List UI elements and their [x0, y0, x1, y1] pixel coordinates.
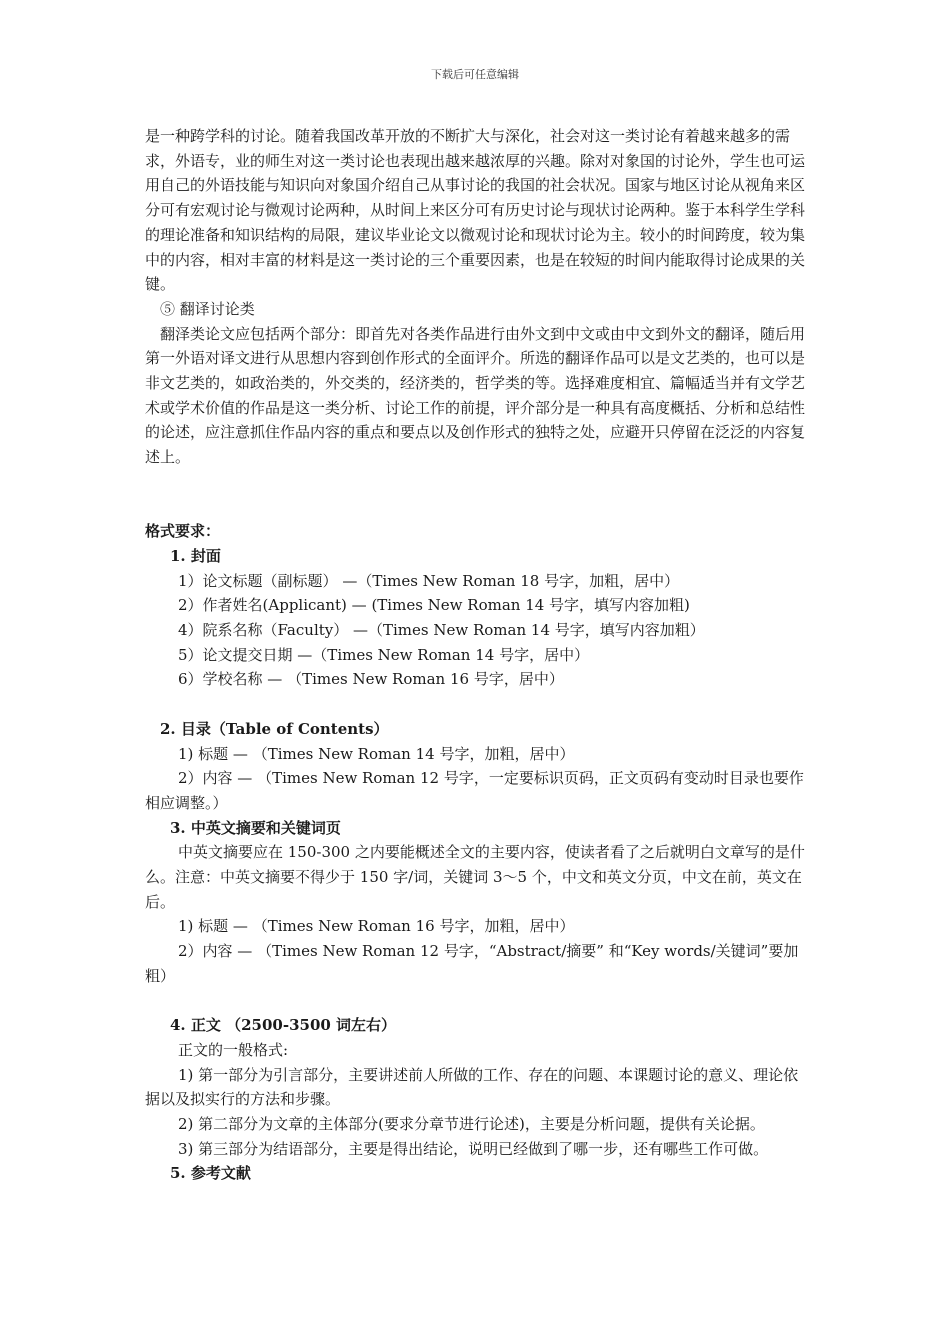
section-abstract-title: 3. 中英文摘要和关键词页: [170, 818, 341, 837]
cover-item: 1）论文标题（副标题） —（Times New Roman 18 号字，加粗，居中）: [178, 571, 680, 590]
body-item: 1) 第一部分为引言部分，主要讲述前人所做的工作、存在的问题、本课题讨论的意义、理论依据以及拟实行的方法和步骤。: [145, 1065, 799, 1109]
cover-item: 4）院系名称（Faculty） —（Times New Roman 14 号字，填写内容加粗）: [178, 621, 705, 640]
section-cover-title: 1. 封面: [170, 546, 221, 565]
abstract-item: 1) 标题 — （Times New Roman 16 号字，加粗，居中）: [178, 917, 575, 936]
section-references-title: 5. 参考文献: [170, 1164, 251, 1183]
spacer: [145, 989, 813, 1014]
abstract-paragraph: 中英文摘要应在 150-300 之内要能概述全文的主要内容，使读者看了之后就明白文章写的是什么。注意：中英文摘要不得少于 150 字/词，关键词 3～5 个，中文和英文分页，中文在前，英文在后。: [145, 843, 805, 911]
intro-paragraph: 是一种跨学科的讨论。随着我国改革开放的不断扩大与深化，社会对这一类讨论有着越来越多的需求，外语专，业的师生对这一类讨论也表现出越来越浓厚的兴趣。除对对象国的讨论外，学生也可运用自己的外语技能与知识向对象国介绍自己从事讨论的我国的社会状况。国家与地区讨论从视角来区分可有宏观讨论与微观讨论两种，从时间上来区分可有历史讨论与现状讨论两种。鉴于本科学生学科的理论准备和知识结构的局限，建议毕业论文以微观讨论和现状讨论为主。较小的时间跨度，较为集中的内容，相对丰富的材料是这一类讨论的三个重要因素，也是在较短的时间内能取得讨论成果的关键。: [145, 127, 806, 294]
body-item: 2) 第二部分为文章的主体部分(要求分章节进行论述)，主要是分析问题，提供有关论据。: [178, 1115, 765, 1134]
format-requirements-title: 格式要求：: [145, 522, 221, 541]
spacer: [145, 470, 813, 519]
body-intro: 正文的一般格式:: [178, 1040, 289, 1059]
cover-item: 6）学校名称 — （Times New Roman 16 号字，居中）: [178, 670, 564, 689]
page-header: 下载后可任意编辑: [431, 68, 519, 81]
toc-item: 1) 标题 — （Times New Roman 14 号字，加粗，居中）: [178, 744, 575, 763]
abstract-item: 2）内容 — （Times New Roman 12 号字，“Abstract/摘要” 和“Key words/关键词”要加粗）: [145, 942, 799, 985]
document-body: [145, 124, 813, 1186]
translation-paragraph: 翻泽类论文应包括两个部分：即首先对各类作品进行由外文到中文或由中文到外文的翻译，随后用第一外语对译文进行从思想内容到创作形式的全面评介。所选的翻译作品可以是文艺类的，也可以是非文艺类的，如政治类的，外交类的，经济类的，哲学类的等。选择难度相宜、篇幅适当并有文学艺术或学术价值的作品是这一类分析、讨论工作的前提，评介部分是一种具有高度概括、分析和总结性的论述，应注意抓住作品内容的重点和要点以及创作形式的独特之处，应避开只停留在泛泛的内容复述上。: [145, 324, 806, 467]
toc-item: 2）内容 — （Times New Roman 12 号字，一定要标识页码，正文页码有变动时目录也要作相应调整。）: [145, 769, 804, 812]
section-toc-title: 2. 目录（Table of Contents）: [160, 719, 389, 738]
cover-item: 2）作者姓名(Applicant) — (Times New Roman 14 号字，填写内容加粗): [178, 596, 690, 615]
spacer: [145, 692, 813, 717]
body-item: 3) 第三部分为结语部分，主要是得出结论，说明已经做到了哪一步，还有哪些工作可做。: [178, 1139, 769, 1158]
section-body-title: 4. 正文 （2500-3500 词左右）: [170, 1016, 397, 1035]
translation-section-heading: ⑤ 翻译讨论类: [160, 299, 255, 318]
cover-item: 5）论文提交日期 —（Times New Roman 14 号字，居中）: [178, 645, 590, 664]
